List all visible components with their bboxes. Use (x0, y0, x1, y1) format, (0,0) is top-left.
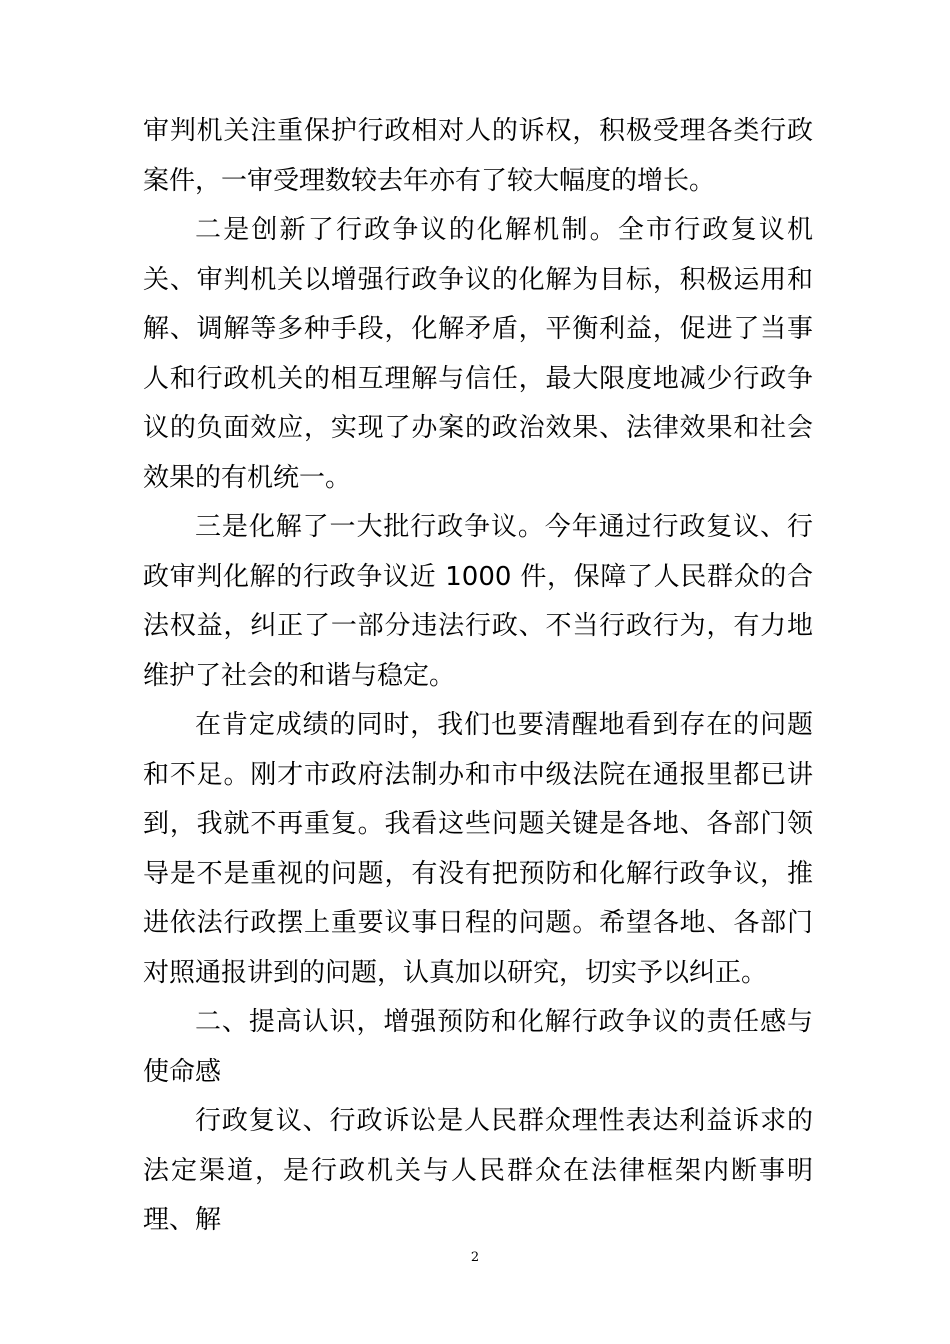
paragraph-continuation: 审判机关注重保护行政相对人的诉权，积极受理各类行政案件，一审受理数较去年亦有了较大幅度的增长。 (143, 116, 813, 196)
page-number: 2 (470, 1250, 480, 1265)
paragraph-review-litigation: 行政复议、行政诉讼是人民群众理性表达利益诉求的法定渠道，是行政机关与人民群众在法律框架内断事明理、解 (143, 1106, 813, 1235)
paragraph-point-two: 二是创新了行政争议的化解机制。全市行政复议机关、审判机关以增强行政争议的化解为目标，积极运用和解、调解等多种手段，化解矛盾，平衡利益，促进了当事人和行政机关的相互理解与信任，最大限度地减少行政争议的负面效应，实现了办案的政治效果、法律效果和社会效果的有机统一。 (143, 215, 813, 493)
paragraph-point-three: 三是化解了一大批行政争议。今年通过行政复议、行政审判化解的行政争议近 1000 件，保障了人民群众的合法权益，纠正了一部分违法行政、不当行政行为，有力地维护了社会的和谐与稳定。 (143, 512, 813, 691)
section-heading-two: 二、提高认识，增强预防和化解行政争议的责任感与使命感 (143, 1007, 813, 1087)
paragraph-problems: 在肯定成绩的同时，我们也要清醒地看到存在的问题和不足。刚才市政府法制办和市中级法院在通报里都已讲到，我就不再重复。我看这些问题关键是各地、各部门领导是不是重视的问题，有没有把预防和化解行政争议，推进依法行政摆上重要议事日程的问题。希望各地、各部门对照通报讲到的问题，认真加以研究，切实予以纠正。 (143, 710, 813, 988)
body-text (143, 107, 813, 1246)
